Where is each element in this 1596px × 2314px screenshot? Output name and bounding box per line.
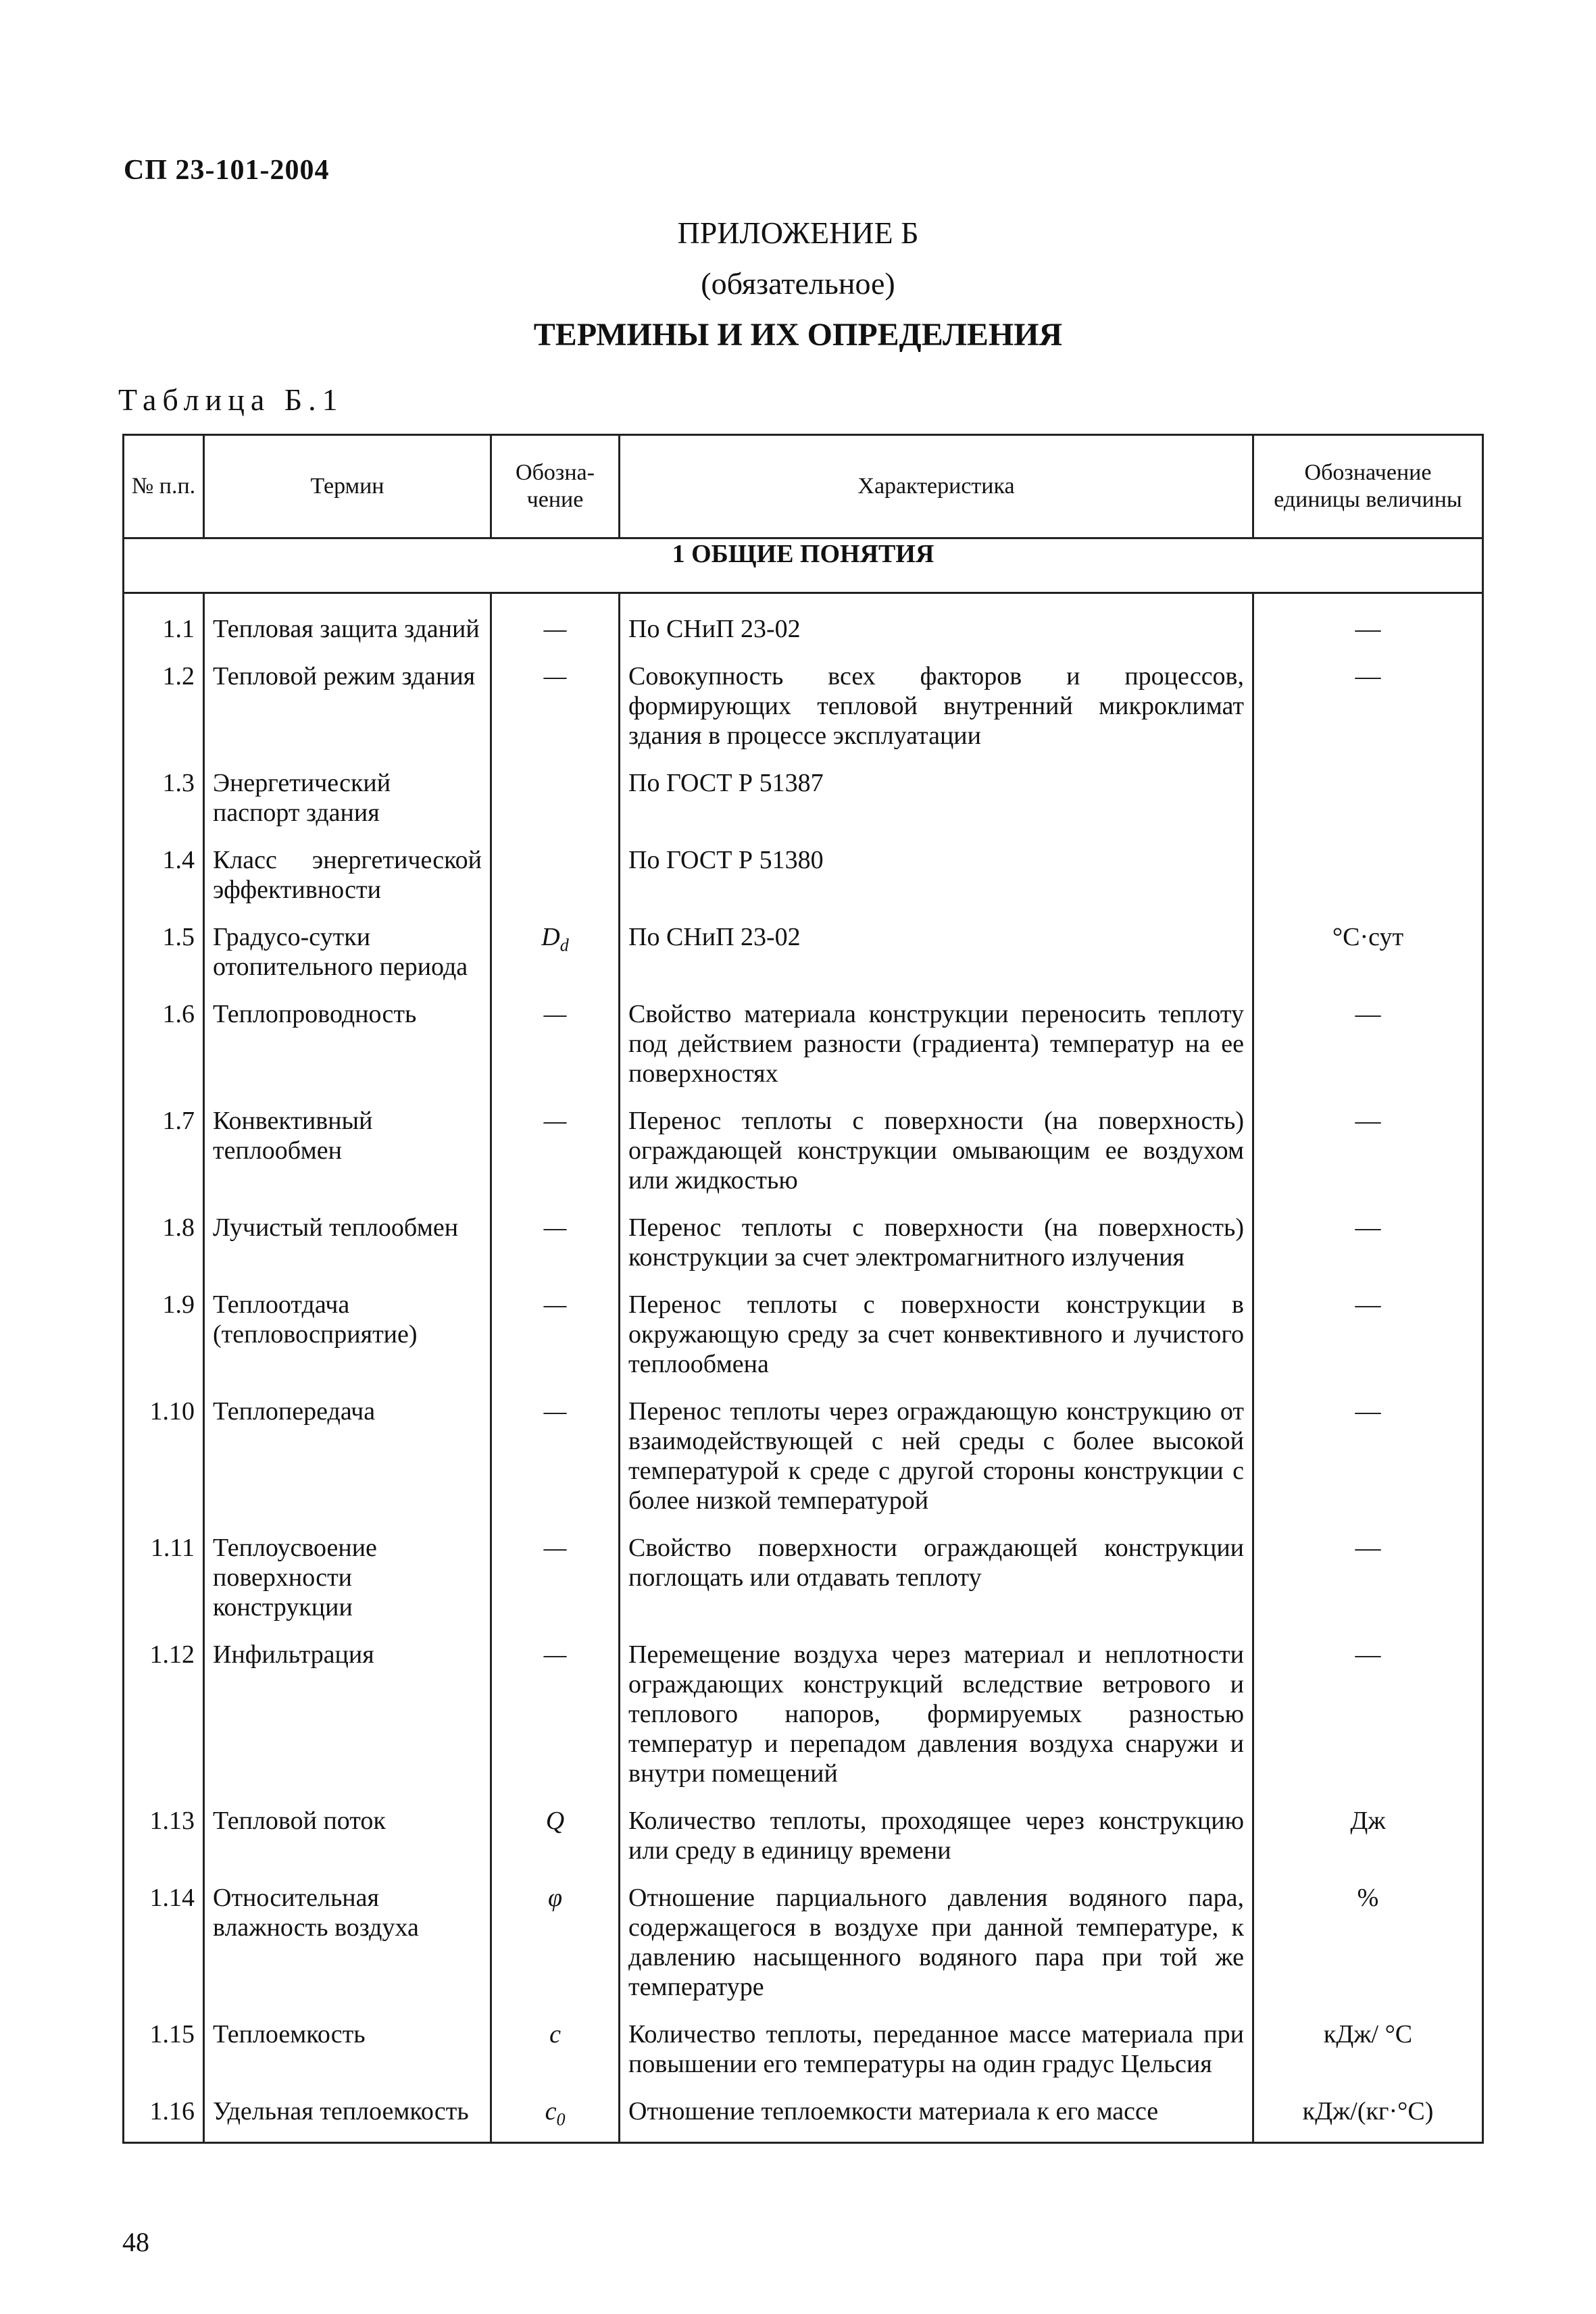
appendix-status: (обязательное) [701, 266, 895, 301]
cell-symbol [491, 593, 620, 649]
cell-term: Конвективный теплообмен [204, 1092, 491, 1199]
cell-characteristic: Перенос теплоты через ограждающую конструкцию от взаимодействующей с ней среды с более высокой температурой к среде с другой стороны конструкции с более низкой температурой [620, 1383, 1253, 1519]
cell-number: 1.1 [124, 593, 204, 649]
table-row [124, 1626, 1483, 1792]
table-row [124, 2006, 1483, 2083]
cell-characteristic: По СНиП 23-02 [620, 909, 1253, 986]
cell-symbol [491, 832, 620, 909]
cell-number: 1.4 [124, 832, 204, 909]
symbol-text: — [543, 662, 567, 690]
cell-number: 1.5 [124, 909, 204, 986]
table-row [124, 648, 1483, 755]
cell-term: Относительная влажность воздуха [204, 1869, 491, 2006]
table-row [124, 832, 1483, 909]
cell-characteristic: Перенос теплоты с поверхности (на поверхность) ограждающей конструкции омывающим ее воздухом или жидкостью [620, 1092, 1253, 1199]
cell-term: Инфильтрация [204, 1626, 491, 1792]
table-row [124, 1199, 1483, 1276]
cell-term: Тепловой поток [204, 1792, 491, 1869]
cell-unit: Дж [1253, 1792, 1483, 1869]
column-header-unit: Обозначение единицы величины [1253, 435, 1483, 538]
cell-unit: — [1253, 1383, 1483, 1519]
cell-symbol [491, 1199, 620, 1276]
symbol-text: — [543, 1107, 567, 1135]
cell-unit: % [1253, 1869, 1483, 2006]
cell-unit: — [1253, 593, 1483, 649]
cell-symbol [491, 2083, 620, 2142]
cell-symbol [491, 1383, 620, 1519]
cell-number: 1.6 [124, 986, 204, 1092]
cell-characteristic: Совокупность всех факторов и процессов, формирующих тепловой внутренний микроклимат здания в процессе эксплуатации [620, 648, 1253, 755]
cell-number: 1.2 [124, 648, 204, 755]
table-label: Таблица Б.1 [118, 382, 344, 417]
cell-term: Теплоусвоение поверхности конструкции [204, 1519, 491, 1626]
symbol-text: φ [547, 1884, 563, 1912]
cell-characteristic: Количество теплоты, проходящее через конструкцию или среду в единицу времени [620, 1792, 1253, 1869]
symbol-text: c [545, 2097, 557, 2126]
cell-characteristic: Перенос теплоты с поверхности (на поверхность) конструкции за счет электромагнитного излучения [620, 1199, 1253, 1276]
cell-number: 1.13 [124, 1792, 204, 1869]
cell-number: 1.8 [124, 1199, 204, 1276]
cell-term: Теплоотдача (тепловосприятие) [204, 1276, 491, 1383]
cell-term: Тепловой режим здания [204, 648, 491, 755]
cell-characteristic: По ГОСТ Р 51380 [620, 832, 1253, 909]
cell-characteristic: Отношение парциального давления водяного пара, содержащегося в воздухе при данной температуре, к давлению насыщенного водяного пара при той же температуре [620, 1869, 1253, 2006]
cell-unit: кДж/ °С [1253, 2006, 1483, 2083]
cell-unit: °С·сут [1253, 909, 1483, 986]
symbol-text: — [543, 1290, 567, 1319]
cell-unit: кДж/(кг·°С) [1253, 2083, 1483, 2142]
document-code: СП 23-101-2004 [124, 155, 330, 186]
table-row [124, 1276, 1483, 1383]
cell-characteristic: По СНиП 23-02 [620, 593, 1253, 649]
cell-term: Энергетический паспорт здания [204, 755, 491, 832]
cell-number: 1.12 [124, 1626, 204, 1792]
table-row [124, 1383, 1483, 1519]
cell-unit [1253, 832, 1483, 909]
cell-symbol [491, 1869, 620, 2006]
cell-characteristic: Перемещение воздуха через материал и неплотности ограждающих конструкций вследствие ветрового и теплового напоров, формируемых разностью температур и перепадом давления воздуха снаружи и внутри помещений [620, 1626, 1253, 1792]
page-title: ТЕРМИНЫ И ИХ ОПРЕДЕЛЕНИЯ [533, 317, 1063, 353]
cell-characteristic: Количество теплоты, переданное массе материала при повышении его температуры на один градус Цельсия [620, 2006, 1253, 2083]
page-number: 48 [122, 2227, 149, 2257]
table-header-row [124, 435, 1483, 538]
appendix-title: ПРИЛОЖЕНИЕ Б [677, 216, 919, 250]
table-row [124, 1092, 1483, 1199]
table-row [124, 593, 1483, 649]
cell-characteristic: Перенос теплоты с поверхности конструкции в окружающую среду за счет конвективного и лучистого теплообмена [620, 1276, 1253, 1383]
cell-number: 1.3 [124, 755, 204, 832]
cell-unit: — [1253, 1092, 1483, 1199]
table-row [124, 1869, 1483, 2006]
column-header-characteristic: Характеристика [620, 435, 1253, 538]
cell-number: 1.16 [124, 2083, 204, 2142]
cell-characteristic: По ГОСТ Р 51387 [620, 755, 1253, 832]
cell-term: Теплопередача [204, 1383, 491, 1519]
cell-unit [1253, 755, 1483, 832]
symbol-text: c [549, 2020, 561, 2048]
table-row [124, 1792, 1483, 1869]
symbol-text: — [543, 1534, 567, 1562]
symbol-subscript: 0 [556, 2109, 566, 2130]
cell-term: Теплоемкость [204, 2006, 491, 2083]
cell-symbol [491, 1276, 620, 1383]
cell-number: 1.15 [124, 2006, 204, 2083]
cell-term: Теплопроводность [204, 986, 491, 1092]
cell-symbol [491, 1792, 620, 1869]
table-row [124, 986, 1483, 1092]
table-row [124, 909, 1483, 986]
section-row [124, 538, 1483, 593]
column-header-num: № п.п. [124, 435, 204, 538]
column-header-symbol: Обозна-чение [491, 435, 620, 538]
table-row [124, 2083, 1483, 2142]
cell-symbol [491, 986, 620, 1092]
symbol-text: D [541, 923, 560, 951]
column-header-term: Термин [204, 435, 491, 538]
cell-symbol [491, 2006, 620, 2083]
cell-unit: — [1253, 1626, 1483, 1792]
cell-number: 1.14 [124, 1869, 204, 2006]
cell-characteristic: Свойство материала конструкции переносить теплоту под действием разности (градиента) температур на ее поверхностях [620, 986, 1253, 1092]
cell-term: Удельная теплоемкость [204, 2083, 491, 2142]
symbol-text: — [543, 1000, 567, 1028]
cell-number: 1.9 [124, 1276, 204, 1383]
symbol-text: — [543, 1397, 567, 1426]
symbol-text: — [543, 1640, 567, 1669]
cell-symbol [491, 1626, 620, 1792]
cell-number: 1.11 [124, 1519, 204, 1626]
cell-symbol [491, 1519, 620, 1626]
cell-symbol [491, 1092, 620, 1199]
cell-unit: — [1253, 1276, 1483, 1383]
cell-term: Лучистый теплообмен [204, 1199, 491, 1276]
cell-unit: — [1253, 986, 1483, 1092]
cell-term: Градусо-сутки отопительного периода [204, 909, 491, 986]
cell-number: 1.7 [124, 1092, 204, 1199]
cell-symbol [491, 909, 620, 986]
section-heading: 1 ОБЩИЕ ПОНЯТИЯ [124, 538, 1483, 593]
cell-term: Тепловая защита зданий [204, 593, 491, 649]
cell-characteristic: Свойство поверхности ограждающей конструкции поглощать или отдавать теплоту [620, 1519, 1253, 1626]
table-row [124, 755, 1483, 832]
cell-symbol [491, 755, 620, 832]
cell-symbol [491, 648, 620, 755]
terms-table [122, 434, 1484, 2144]
cell-unit: — [1253, 1519, 1483, 1626]
symbol-text: — [543, 615, 567, 643]
cell-number: 1.10 [124, 1383, 204, 1519]
cell-term: Класс энергетической эффективности [204, 832, 491, 909]
cell-unit: — [1253, 1199, 1483, 1276]
symbol-subscript: d [559, 935, 569, 955]
cell-characteristic: Отношение теплоемкости материала к его массе [620, 2083, 1253, 2142]
symbol-text: Q [545, 1807, 565, 1835]
cell-unit: — [1253, 648, 1483, 755]
table-row [124, 1519, 1483, 1626]
symbol-text: — [543, 1213, 567, 1242]
appendix-heading [0, 215, 1596, 301]
